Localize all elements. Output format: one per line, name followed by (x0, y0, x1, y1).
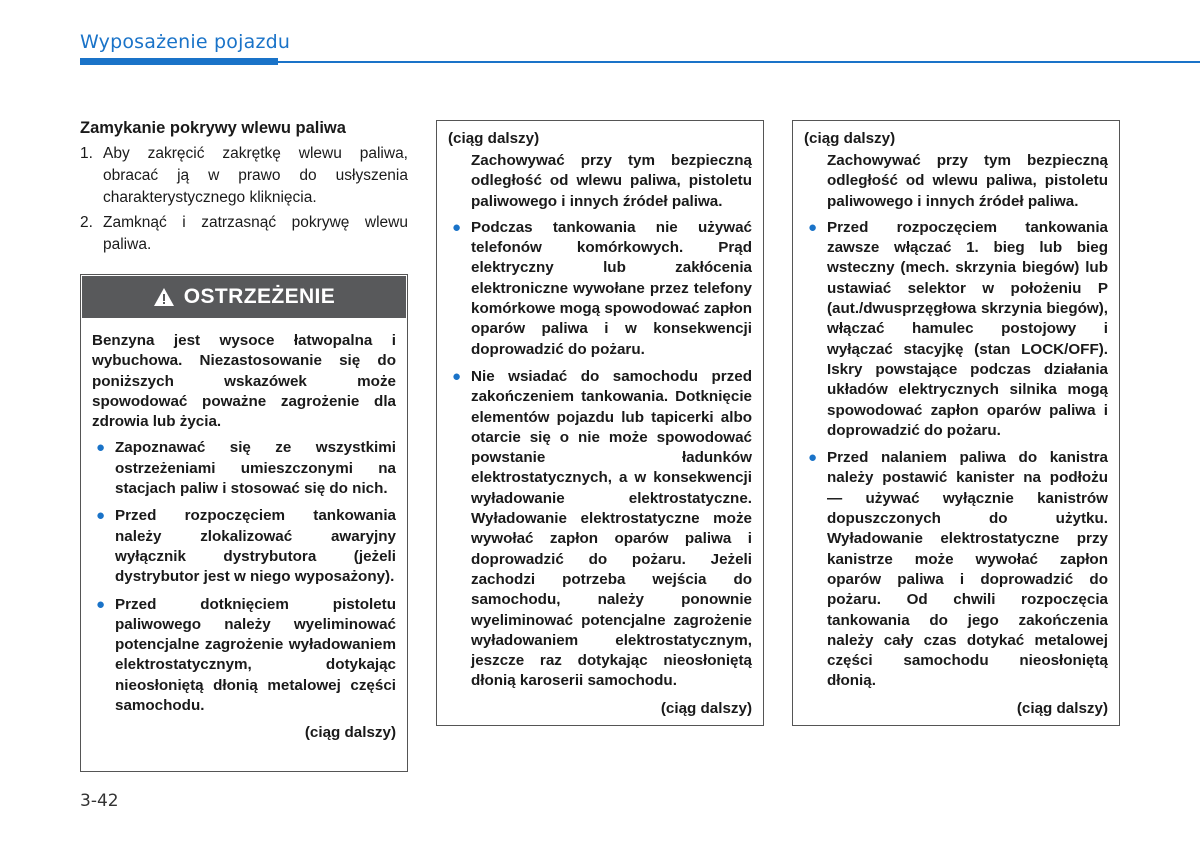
box-bullets (448, 218, 752, 692)
bullet-text: Przed rozpoczęciem tankowania zawsze włączać 1. bieg lub bieg wsteczny (mech. skrzynia biegów) lub ustawiać selektor w położeniu P (aut./dwusprzęgłowa skrzynia biegów), włączać hamulec postojowy i wyłączać stacyjkę (stan LOCK/OFF). Iskry powstające podczas działania układów elektrycznych silnika mogą spowodować zapłon oparów paliwa i doprowadzić do pożaru. (827, 218, 1108, 439)
bullet-icon: ● (452, 218, 462, 236)
continued-label: (ciąg dalszy) (304, 724, 396, 742)
bullet-item (804, 218, 1108, 441)
step-item (80, 143, 408, 209)
step-text: Zamknąć i zatrzasnąć pokrywę wlewu paliwa. (103, 214, 408, 253)
bullet-item (92, 595, 396, 717)
page-number: 3-42 (80, 791, 119, 811)
continued-label-top: (ciąg dalszy) (448, 130, 540, 147)
bullet-icon: ● (808, 218, 818, 236)
bullet-item (448, 367, 752, 692)
bullet-item (92, 438, 396, 499)
bullet-text: Nie wsiadać do samochodu przed zakończeniem tankowania. Dotknięcie elementów pojazdu lub tapicerki albo otarcie się o nie może spowodować powstanie ładunków elektrostatycznych, a w konsekwencji wyładowanie elektrostatyczne. Wyładowanie elektrostatyczne może wywołać zapłon oparów paliwa i doprowadzić do pożaru. Jeżeli zachodzi potrzeba wejścia do samochodu, należy ponownie wyeliminować potencjalne zagrożenie wyładowaniem elektrostatycznym, jeszcze raz dotykając nieosłoniętą dłonią karoserii samochodu. (471, 367, 752, 690)
bullet-icon: ● (96, 439, 106, 457)
box-intro: Zachowywać przy tym bezpieczną odległość od wlewu paliwa, pistoletu paliwowego i innych źródeł paliwa. (471, 152, 752, 210)
bullet-icon: ● (452, 367, 462, 385)
warning-triangle-icon (153, 287, 175, 307)
chapter-title: Wyposażenie pojazdu (80, 31, 291, 53)
warning-bullets (92, 438, 396, 716)
box-intro: Zachowywać przy tym bezpieczną odległość od wlewu paliwa, pistoletu paliwowego i innych źródeł paliwa. (827, 152, 1108, 210)
section-closing-fuel-door (80, 117, 408, 259)
step-item (80, 212, 408, 256)
warning-box (80, 274, 408, 772)
steps-list (80, 143, 408, 256)
bullet-icon: ● (808, 449, 818, 467)
warning-header (82, 276, 406, 318)
bullet-text: Podczas tankowania nie używać telefonów komórkowych. Prąd elektryczny lub zakłócenia elektroniczne wywołane przez telefony komórkowe mogą spowodować zapłon oparów paliwa i w konsekwencji doprowadzić do pożaru. (471, 218, 753, 358)
bullet-text: Przed rozpoczęciem tankowania należy zlokalizować awaryjny wyłącznik dystrybutora (jeżeli dystrybutor jest w niego wyposażony). (115, 507, 396, 586)
bullet-icon: ● (96, 507, 106, 525)
bullet-text: Zapoznawać się ze wszystkimi ostrzeżeniami umieszczonymi na stacjach paliw i stosować się do nich. (115, 439, 396, 498)
step-text: Aby zakręcić zakrętkę wlewu paliwa, obracać ją w prawo do usłyszenia charakterystycznego kliknięcia. (103, 145, 408, 206)
step-number: 1. (80, 145, 93, 162)
bullet-icon: ● (96, 595, 106, 613)
header-rule-accent (80, 58, 278, 65)
bullet-text: Przed nalaniem paliwa do kanistra należy postawić kanister na podłożu — używać wyłącznie kanistrów dopuszczonych do użytku. Wyładowanie elektrostatyczne przy kanistrze może wywołać zapłon oparów paliwa i doprowadzić do pożaru. Od chwili rozpoczęcia tankowania do jego zakończenia należy cały czas dotykać metalowej części samochodu nieosłoniętą dłonią. (827, 449, 1108, 690)
bullet-item (804, 448, 1108, 692)
continued-warning-box-2 (436, 120, 764, 726)
bullet-item (92, 506, 396, 587)
continued-label-bottom: (ciąg dalszy) (660, 699, 752, 717)
box-bullets (804, 218, 1108, 692)
warning-intro: Benzyna jest wysoce łatwopalna i wybuchowa. Niezastosowanie się do poniższych wskazówek może spowodować poważne zagrożenie dla zdrowia lub życia. (92, 332, 396, 431)
bullet-item (448, 218, 752, 360)
continued-warning-box-3 (792, 120, 1120, 726)
continued-label-bottom: (ciąg dalszy) (1016, 699, 1108, 717)
bullet-text: Przed dotknięciem pistoletu paliwowego należy wyeliminować potencjalne zagrożenie wyładowaniem elektrostatycznym, dotykając nieosłoniętą dłonią metalowej części samochodu. (115, 595, 396, 715)
section-title: Zamykanie pokrywy wlewu paliwa (80, 119, 346, 137)
warning-header-label: OSTRZEŻENIE (183, 285, 336, 308)
continued-label-top: (ciąg dalszy) (804, 130, 896, 147)
step-number: 2. (80, 214, 93, 231)
